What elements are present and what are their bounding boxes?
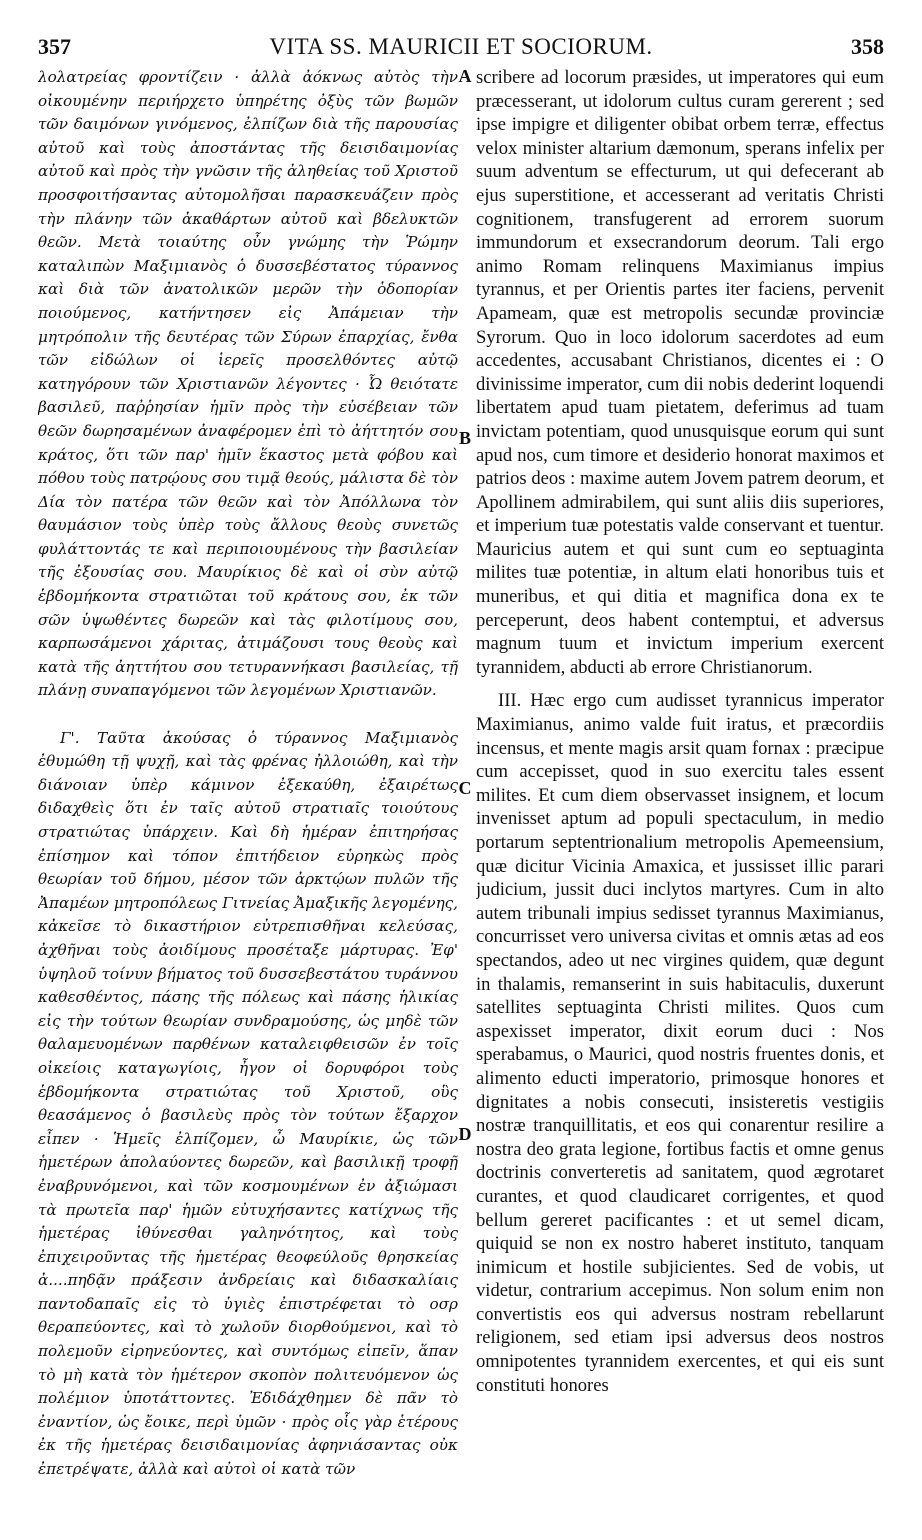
greek-column bbox=[38, 66, 458, 1532]
latin-column bbox=[476, 66, 884, 1532]
page-number-left: 357 bbox=[38, 34, 71, 59]
section-marker-b: B bbox=[458, 428, 471, 448]
latin-paragraph-2: III. Hæc ergo cum audisset tyrannicus imperator Maximianus, animo valde fuit iratus, et præcordiis incensus, et mente magis arsit quam fornax : præcipue cum accepisset, quod in suo exercitu tales essent milites. Et cum diem observasset insignem, et locum invenisset aptum ad populi spectaculum, in medio portarum septentrionalium metropolis Apemeensium, quæ dicitur Vicinia Amaxica, et jussisset illic parari judicium, jussit duci inclytos martyres. Cum in alto autem tribunali impius sedisset tyrannus Maximianus, concurrisset vero universa civitas et omnis ætas ad eos spectandos, adeo ut nec virgines quidem, quæ degunt in thalamis, remanserint in suis habitaculis, duxerunt satellites septuaginta Christi milites. Quos cum aspexisset imperator, dixit eorum duci : Nos sperabamus, o Maurici, quod nostris fruentes donis, et alimento educti imperatorio, primosque honores et dignitates a nobis consecuti, insisteretis vestigiis nostræ tranquillitatis, et eos qui conarentur resilire a nostra deo grata legione, fortibus factis et omne genus doctrinis converteretis ad sanitatem, quod ægrotaret curantes, et quod claudicaret corrigentes, et quod bellum gereret pacificantes : et ut semel dicam, quiquid se non ex nostro haberet instituto, tanquam inimicum et hostile subjicientes. Sed de vobis, ut videtur, contrarium accepimus. Non solum enim non convertistis eos qui adversus nostram rebellarunt religionem, sed etiam ipsi adversus deos nostros omnipotentes tyrannidem exercentes, et qui eis sunt constituti honores bbox=[476, 690, 884, 1396]
section-marker-c: C bbox=[458, 778, 472, 798]
running-title: VITA SS. MAURICII ET SOCIORUM. bbox=[269, 34, 653, 59]
section-marker-a: A bbox=[458, 66, 472, 86]
section-marker-d: D bbox=[458, 1124, 472, 1144]
latin-paragraph-1: scribere ad locorum præsides, ut imperatores qui eum præcesserant, ut idolorum cultus curam gererent ; sed ipse impigre et diligenter obibat orbem terræ, effectus velox minister altarium dæmonum, sperans infelix per suum adventum se effecturum, ut qui defecerant ab ejus superstitione, et accesserant ad veritatis Christi cognitionem, transfugerent ad errorem suorum immundorum et exsecrandorum deorum. Tali ergo animo Romam relinquens Maximianus impius tyrannus, et per Orientis partes iter faciens, pervenit Apameam, quæ est metropolis secundæ provinciæ Syrorum. Quo in loco idolorum sacerdotes ad eum accedentes, accusabant Christianos, dicentes ei : O divinissime imperator, cum dii nobis dederint loquendi libertatem apud tuam pietatem, deferimus ad tuam invictam potentiam, quod unusquisque eorum qui sunt apud nos, cum timore et desiderio honorat maximos et patrios deos : maxime autem Jovem patrem deorum, et Apollinem admirabilem, qui sunt aliis diis superiores, et imperium tuæ potestatis valde conservant et tuentur. Mauricius autem et qui sunt cum eo septuaginta milites tuæ potentiæ, in altum elati honoribus tuis et muneribus, et qui ditia et magnifica dona ex te perceperunt, deos habent contemptui, et adversus magnum tuum et invictum imperium exercent tyrannidem, abducti ab errore Christianorum. bbox=[476, 67, 884, 678]
page-number-right: 358 bbox=[851, 34, 884, 59]
greek-paragraph-1: λολατρείας φροντίζειν · ἀλλὰ ἀόκνως αὐτὸς τὴν οἰκουμένην περιήρχετο ὑπηρέτης ὀξὺς τῶν βωμῶν τῶν δαιμόνων γινόμενος, ἐλπίζων διὰ τῆς παρουσίας αὐτοῦ καὶ τοὺς ἀποστάντας τῆς δεισιδαιμονίας αὐτοῦ καὶ πρὸς τὴν γνῶσιν τῆς ἀληθείας τοῦ Χριστοῦ προσφοιτήσαντας αὐτομολῆσαι παρασκευάζειν πρὸς τὴν πλάνην τῶν ἀκαθάρτων αὐτοῦ καὶ βδελυκτῶν θεῶν. Μετὰ τοιαύτης οὖν γνώμης τὴν Ῥώμην καταλιπὼν Μαξιμιανὸς ὁ δυσσεβέστατος τύραννος καὶ διὰ τῶν ἀνατολικῶν μερῶν τὴν ὁδοπορίαν ποιούμενος, κατήντησεν εἰς Ἀπάμειαν τὴν μητρόπολιν τῆς δευτέρας τῶν Σύρων ἐπαρχίας, ἔνθα τῶν εἰδώλων οἱ ἱερεῖς προσελθόντες αὐτῷ κατηγόρουν τῶν Χριστιανῶν λέγοντες · Ὦ θειότατε βασιλεῦ, παῤῥησίαν ἡμῖν πρὸς τὴν εὐσέβειαν τῶν θεῶν δωρησαμένων ἀναφέρομεν ἐπὶ τὸ ἀήττητόν σου κράτος, ὅτι τῶν παρ' ἡμῖν ἕκαστος μετὰ φόβου καὶ πόθου τοὺς πατρῴους σου τιμᾷ θεούς, μάλιστα δὲ τὸν Δία τὸν πατέρα τῶν θεῶν καὶ τὸν Ἀπόλλωνα τὸν θαυμάσιον τοὺς ὑπὲρ τοὺς ἄλλους θεοὺς συνετῶς φυλάττοντάς τε καὶ περιποιουμένους τὴν βασιλείαν τῆς ἐξουσίας σου. Μαυρίκιος δὲ καὶ οἱ σὺν αὐτῷ ἑβδομήκοντα στρατιῶται τοῦ κράτους σου, ἐκ τῶν σῶν ὑψωθέντες δωρεῶν καὶ τὰς φιλοτίμους σου, καρπωσάμενοι χάριτας, ἀτιμάζουσι τους θεοὺς καὶ κατὰ τῆς ἀηττήτου σου τετυραννήκασι βασιλείας, τῇ πλάνῃ συναπαγόμενοι τῶν λεγομένων Χριστιανῶν. bbox=[38, 68, 458, 700]
page-header bbox=[38, 34, 884, 66]
greek-paragraph-2: Γ'. Ταῦτα ἀκούσας ὁ τύραννος Μαξιμιανὸς ἐθυμώθη τῇ ψυχῇ, καὶ τὰς φρένας ἠλλοιώθη, καὶ τὴν διάνοιαν ὑπὲρ κάμινον ἐξεκαύθη, ἐξαιρέτως διδαχθεὶς ὅτι ἐν ταῖς αὐτοῦ στρατιαῖς τοιούτους στρατιώτας ὑπάρχειν. Καὶ δὴ ἡμέραν ἐπιτηρήσας ἐπίσημον καὶ τόπον ἐπιτήδειον εὑρηκὼς πρὸς θεωρίαν τοῦ δήμου, μέσον τῶν ἀρκτῴων πυλῶν τῆς Ἀπαμέων μητροπόλεως Γιτνείας Ἀμαξικῆς λεγομένης, κἀκεῖσε τὸ δικαστήριον εὐτρεπισθῆναι κελεύσας, ἀχθῆναι τοὺς ἀοιδίμους προσέταξε μάρτυρας. Ἐφ' ὑψηλοῦ τοίνυν βήματος τοῦ δυσσεβεστάτου τυράννου καθεσθέντος, πάσης τῆς πόλεως καὶ πάσης ἡλικίας εἰς τὴν τούτων θεωρίαν συνδραμούσης, ὡς μηδὲ τῶν θαλαμευομένων παρθένων καταλειφθεισῶν ἐν τοῖς οἰκείοις καταγωγίοις, ἦγον οἱ δορυφόροι τοὺς ἑβδομήκοντα στρατιώτας τοῦ Χριστοῦ, οὓς θεασάμενος ὁ βασιλεὺς πρὸς τὸν τούτων ἔξαρχον εἶπεν · Ἡμεῖς ἐλπίζομεν, ὦ Μαυρίκιε, ὡς τῶν ἡμετέρων ἀπολαύοντες δωρεῶν, καὶ βασιλικῇ τροφῇ ἐναβρυνόμενοι, καὶ τῶν κοσμουμένων ἐν ἀξιώμασι τὰ πρωτεῖα παρ' ἡμῶν εὐτυχήσαντες κατίχνως τῆς ἡμετέρας ἰθύνεσθαι γαληνότητος, καὶ τοὺς ἐπιχειροῦντας τῆς ἡμετέρας θεοφεύλοῦς θρησκείας ἀ....πηδᾷν πράξεσιν ἀνδρείαις καὶ διδασκαλίαις παντοδαπαῖς εἰς τὸ ὑγιὲς ἐπιστρέφεται τὸ οσρ θεραπεύοντες, καὶ τὸ χωλοῦν διορθούμενοι, καὶ τὸ πολεμοῦν εἰρηνεύοντες, καὶ συντόμως εἰπεῖν, ἅπαν τὸ μὴ κατὰ τὸν ἡμέτερον σκοπὸν πολιτευόμενον ὡς πολέμιον ὑποτάττοντες. Ἐδιδάχθημεν δὲ πᾶν τὸ ἐναντίον, ὡς ἔοικε, περὶ ὑμῶν · πρὸς οἷς γὰρ ἑτέρους ἐκ τῆς ἡμετέρας δεισιδαιμονίας ἀφηνιάσαντας οὐκ ἐπετρέψατε, ἀλλὰ καὶ αὐτοὶ οἱ κατὰ τῶν bbox=[38, 728, 458, 1479]
